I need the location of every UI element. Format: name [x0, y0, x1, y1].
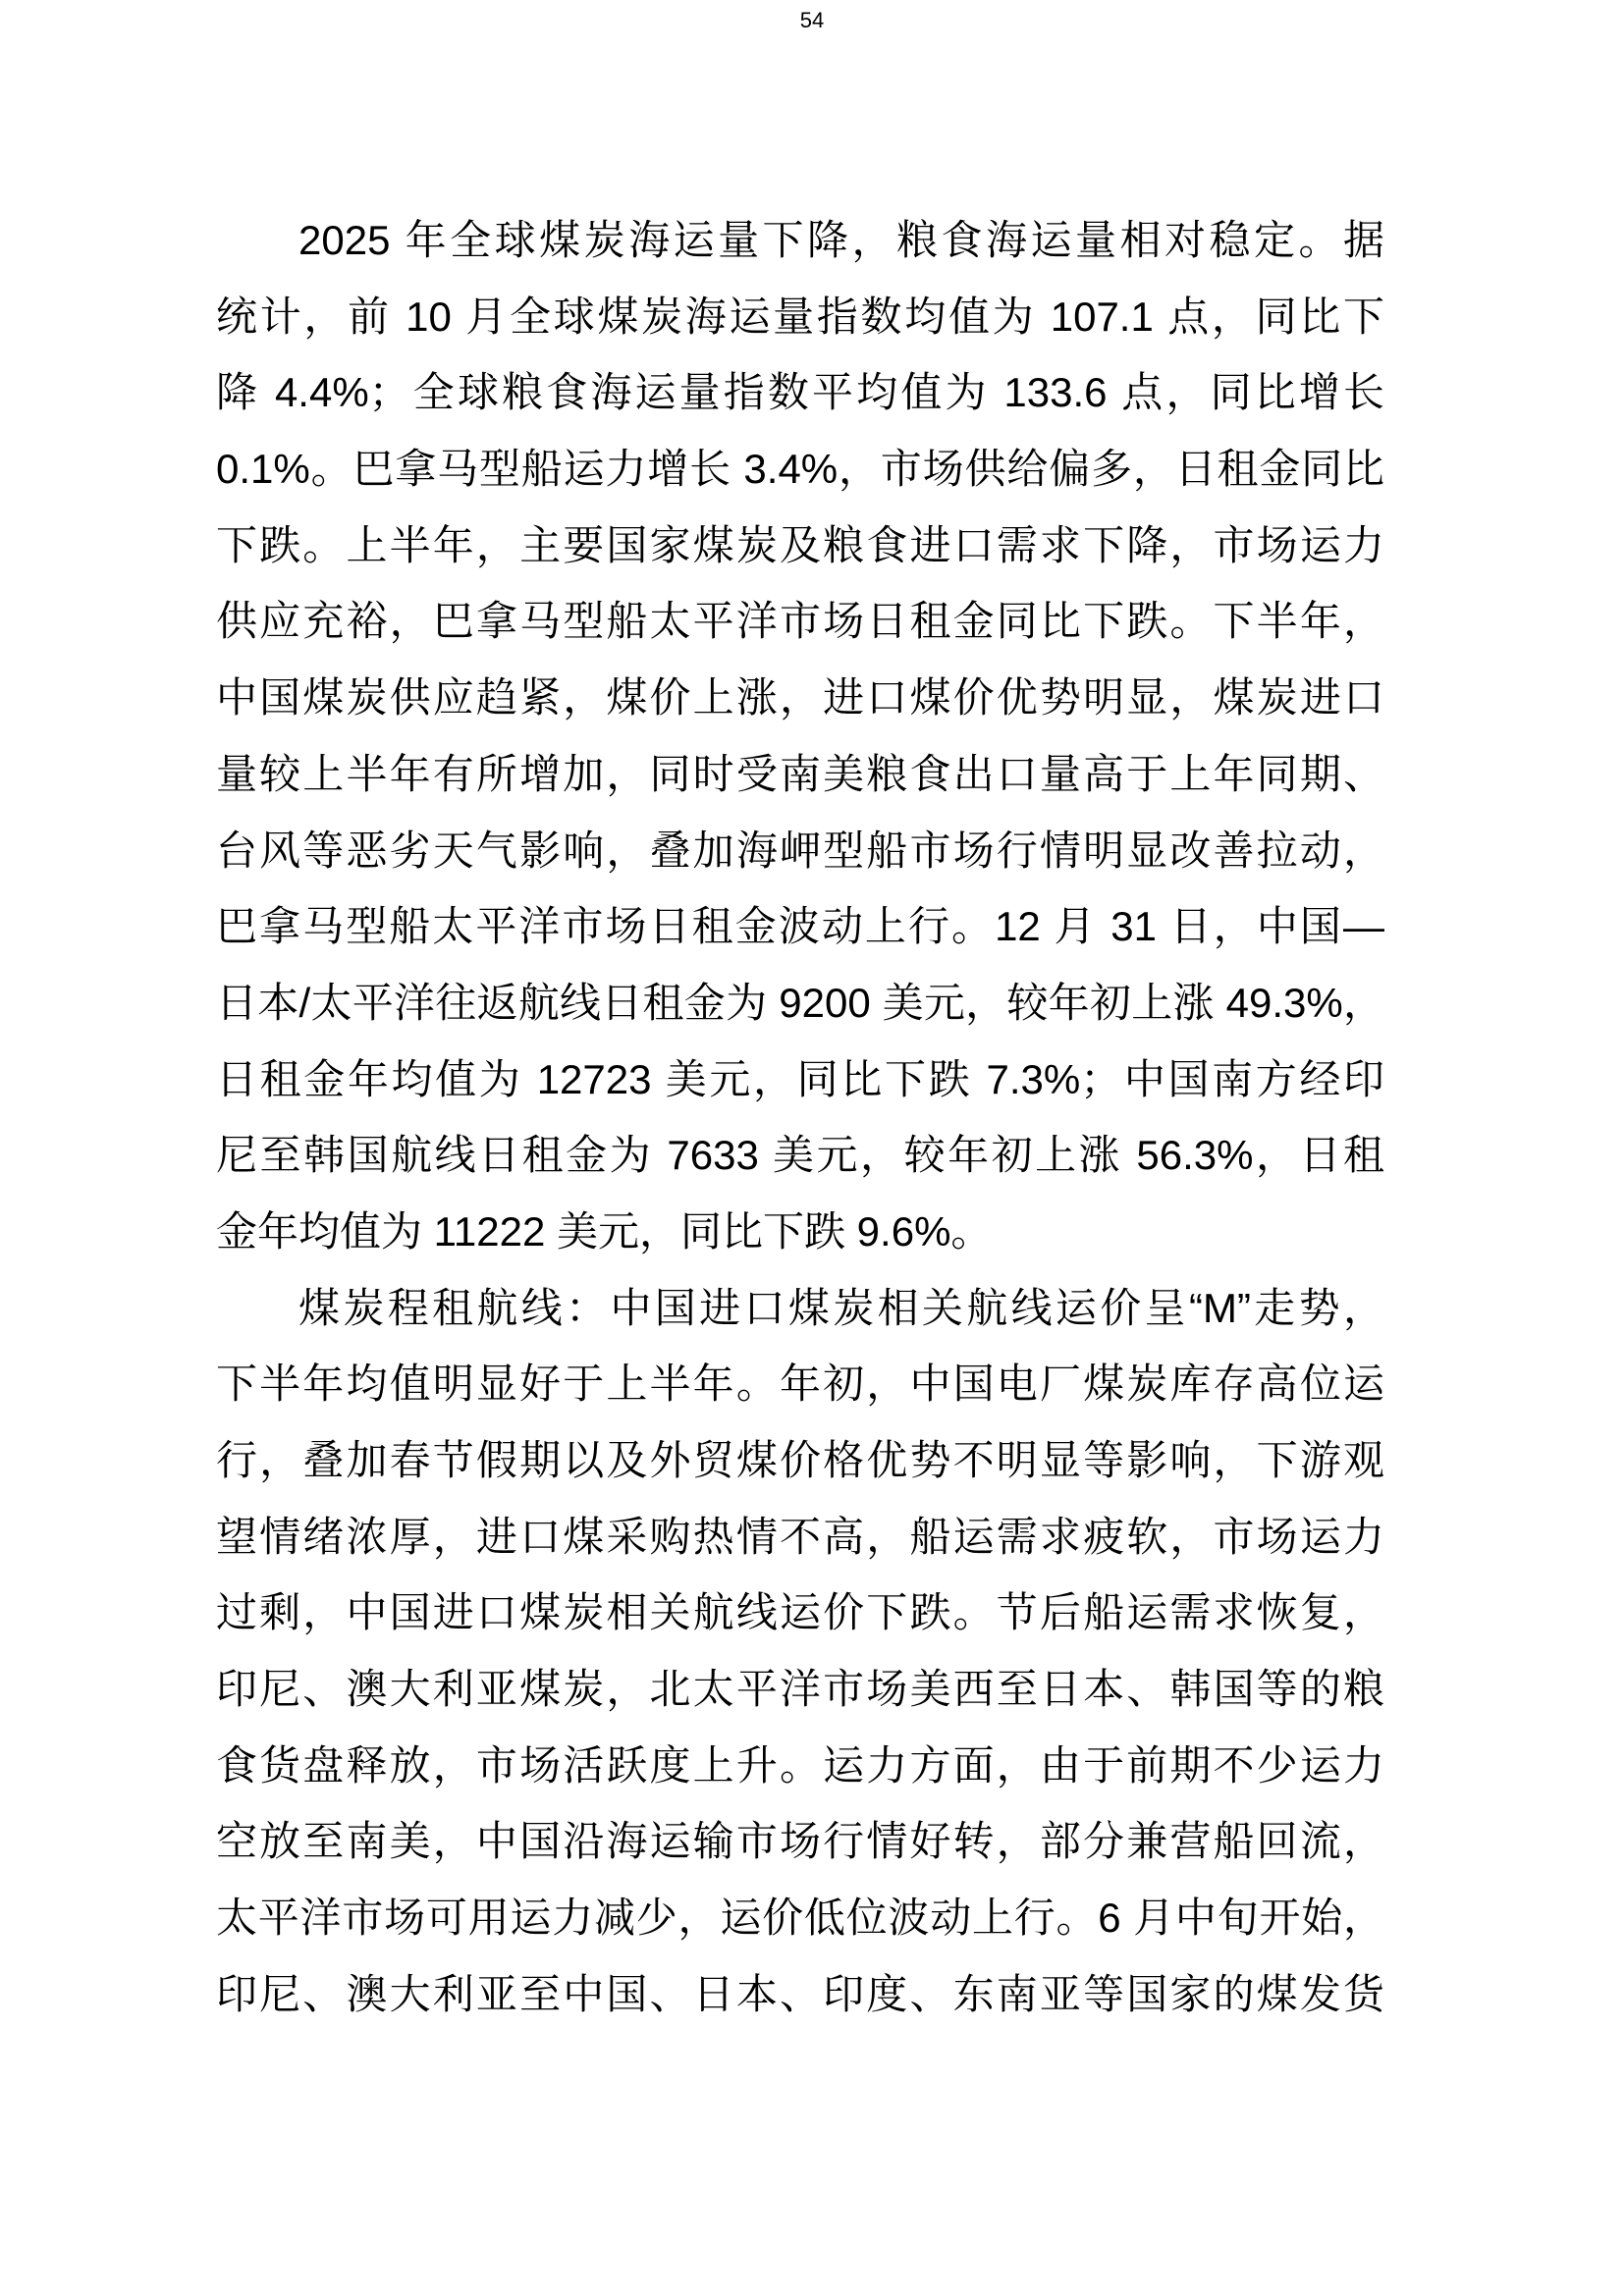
body-text	[216, 202, 1384, 2033]
paragraph-line: 日本/太平洋往返航线日租金为 9200 美元，较年初上涨 49.3%，	[216, 979, 1384, 1026]
paragraph-line: 台风等恶劣天气影响，叠加海岬型船市场行情明显改善拉动，	[216, 827, 1384, 874]
paragraph-line: 量较上半年有所增加，同时受南美粮食出口量高于上年同期、	[216, 750, 1384, 797]
paragraph-line: 行，叠加春节假期以及外贸煤价格优势不明显等影响，下游观	[216, 1437, 1384, 1483]
paragraph-line: 望情绪浓厚，进口煤采购热情不高，船运需求疲软，市场运力	[216, 1513, 1384, 1560]
paragraph-line: 降 4.4%；全球粮食海运量指数平均值为 133.6 点，同比增长	[216, 369, 1384, 416]
paragraph-line: 下跌。上半年，主要国家煤炭及粮食进口需求下降，市场运力	[216, 521, 1384, 568]
paragraph-line: 0.1%。巴拿马型船运力增长 3.4%，市场供给偏多，日租金同比	[216, 446, 1384, 493]
paragraph-line: 过剩，中国进口煤炭相关航线运价下跌。节后船运需求恢复，	[216, 1589, 1384, 1636]
paragraph-line: 下半年均值明显好于上半年。年初，中国电厂煤炭库存高位运	[216, 1361, 1384, 1408]
paragraph-line: 金年均值为 11222 美元，同比下跌 9.6%。	[216, 1207, 993, 1255]
paragraph-line: 尼至韩国航线日租金为 7633 美元，较年初上涨 56.3%，日租	[216, 1132, 1384, 1179]
paragraph-line: 中国煤炭供应趋紧，煤价上涨，进口煤价优势明显，煤炭进口	[216, 674, 1384, 721]
paragraph-line: 煤炭程租航线：中国进口煤炭相关航线运价呈“M”走势，	[298, 1284, 1384, 1331]
paragraph-line: 统计，前 10 月全球煤炭海运量指数均值为 107.1 点，同比下	[216, 293, 1384, 340]
paragraph-line: 食货盘释放，市场活跃度上升。运力方面，由于前期不少运力	[216, 1741, 1384, 1789]
paragraph-line: 太平洋市场可用运力减少，运价低位波动上行。6 月中旬开始，	[216, 1895, 1384, 1942]
paragraph-line: 2025 年全球煤炭海运量下降，粮食海运量相对稳定。据	[298, 217, 1384, 263]
paragraph-line: 日租金年均值为 12723 美元，同比下跌 7.3%；中国南方经印	[216, 1055, 1384, 1102]
paragraph-line: 空放至南美，中国沿海运输市场行情好转，部分兼营船回流，	[216, 1818, 1384, 1865]
page-number: 54	[799, 8, 825, 32]
paragraph-line: 印尼、澳大利亚煤炭，北太平洋市场美西至日本、韩国等的粮	[216, 1666, 1384, 1713]
paragraph-line: 供应充裕，巴拿马型船太平洋市场日租金同比下跌。下半年，	[216, 598, 1384, 645]
paragraph-line: 巴拿马型船太平洋市场日租金波动上行。12 月 31 日，中国—	[216, 903, 1384, 950]
paragraph-line: 印尼、澳大利亚至中国、日本、印度、东南亚等国家的煤发货	[216, 1970, 1384, 2017]
